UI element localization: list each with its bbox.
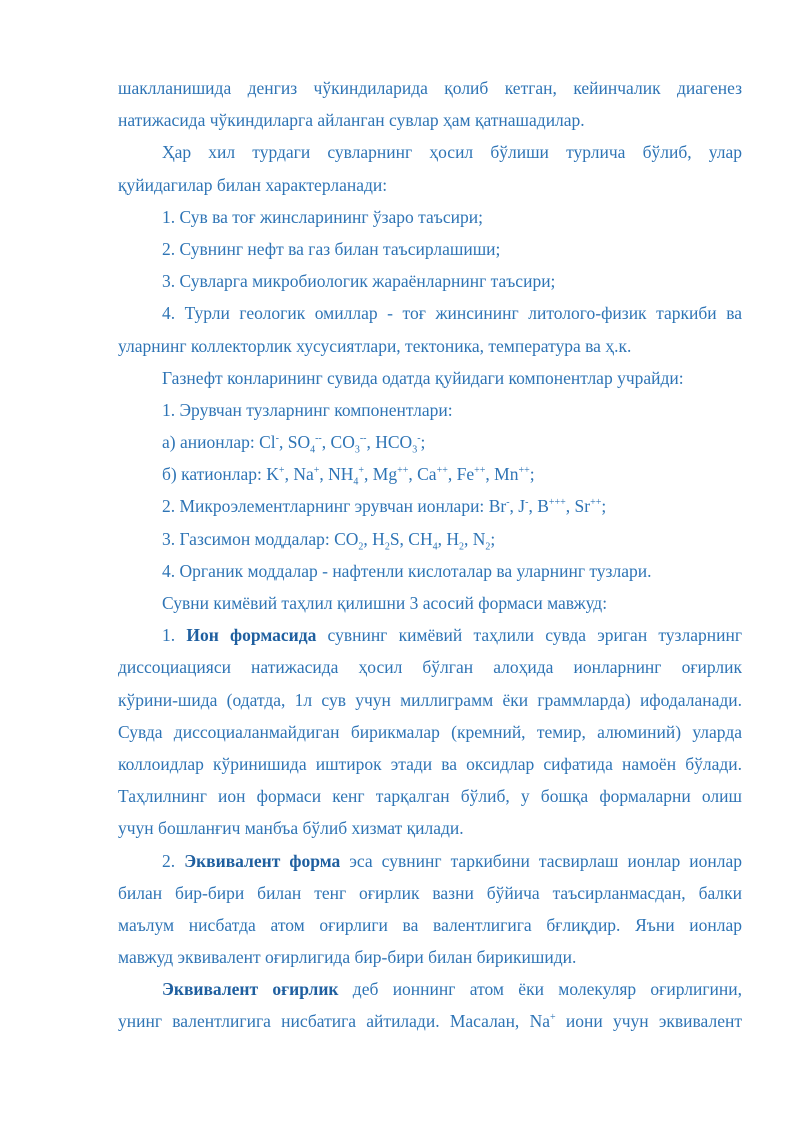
body-line: шаклланишида денгиз чўкиндиларида қолиб кетган, кейинчалик диагенез [118,78,742,98]
cations-line: б) катионлар: K+, Na+, $NH_4^+$, Mg++, Ca++, Fe++, Mn++; [162,464,535,488]
list-item: 1. Сув ва тоғ жинсларининг ўзаро таъсири; [162,206,483,227]
body-line: натижасида чўкиндиларга айланган сувлар ҳам қатнашадилар. [118,110,585,131]
list-item: 1. Эрувчан тузларнинг компонентлари: [162,399,453,420]
term-bold: Ион формасида [186,625,317,646]
body-line: коллоидлар кўринишида иштирок этади ва оксидлар сифатида намоён бўлади. [118,753,742,774]
list-item: 4. Турли геологик омиллар - тоғ жинсининг литолого-физик таркиби ва [162,303,742,324]
body-line: Таҳлилнинг ион формаси кенг тарқалган бўлиб, у бошқа формаларни олиш [118,786,742,807]
paragraph-start: 1. Ион формасида сувнинг кимёвий таҳлили сувда эриган тузларнинг [162,625,742,646]
list-item: 3. Сувларга микробиологик жараёнларнинг таъсири; [162,271,556,292]
list-item: 2. Сувнинг нефт ва газ билан таъсирлашиши; [162,238,501,259]
anions-line: а) анионлар: Cl-, $SO_4^{--}$, $CO_3^{--}$, $HCO_3^-$; [162,432,426,456]
paragraph-start: Газнефт конларининг сувида одатда қуйидаги компонентлар учрайди: [162,367,684,388]
term-bold: Эквивалент оғирлик [162,979,339,1000]
body-line: қуйидагилар билан характерланади: [118,174,388,195]
body-line: диссоциацияси натижасида ҳосил бўлган алоҳида ионларнинг оғирлик [118,657,742,678]
paragraph-start: Ҳар хил турдаги сувларнинг ҳосил бўлиши турлича бўлиб, улар [162,142,742,163]
paragraph-start: 2. Эквивалент форма эса сувнинг таркибини тасвирлаш ионлар ионлар [162,850,743,871]
body-line: учун бошланғич манбъа бўлиб хизмат қилади. [118,818,464,839]
body-line: мавжуд эквивалент оғирлигида бир-бири билан бирикишиди. [118,947,577,968]
body-line: унинг валентлигига нисбатига айтилади. Масалан, Na+ иони учун эквивалент [118,1011,742,1032]
body-line: Сувда диссоциаланмайдиган бирикмалар (кремний, темир, алюминий) уларда [118,721,742,742]
microelements-line: 2. Микроэлементларнинг эрувчан ионлари: Br-, J-, B+++, Sr++; [162,496,607,517]
term-bold: Эквивалент форма [184,850,341,871]
gases-line: 3. Газсимон моддалар: $CO_2$, $H_2S$, $CH_4$, $H_2$, $N_2$; [162,528,496,553]
body-line: билан бир-бири билан тенг оғирлик вазни бўйича таъсирланмасдан, балки [118,882,742,903]
body-line: кўрини-шида (одатда, 1л сув учун миллиграмм ёки граммларда) ифодаланади. [118,689,742,710]
body-line: маълум нисбатда атом оғирлиги ва валентлигига бғлиқдир. Яъни ионлар [118,914,742,935]
paragraph-start: Эквивалент оғирлик деб ионнинг атом ёки молекуляр оғирлигини, [162,979,742,1000]
list-item: 4. Органик моддалар - нафтенли кислоталар ва уларнинг тузлари. [162,560,652,581]
document-body [118,72,742,1038]
body-line: уларнинг коллекторлик хусусиятлари, тектоника, температура ва ҳ.к. [118,335,632,356]
paragraph-start: Сувни кимёвий таҳлил қилишни 3 асосий формаси мавжуд: [162,593,608,613]
